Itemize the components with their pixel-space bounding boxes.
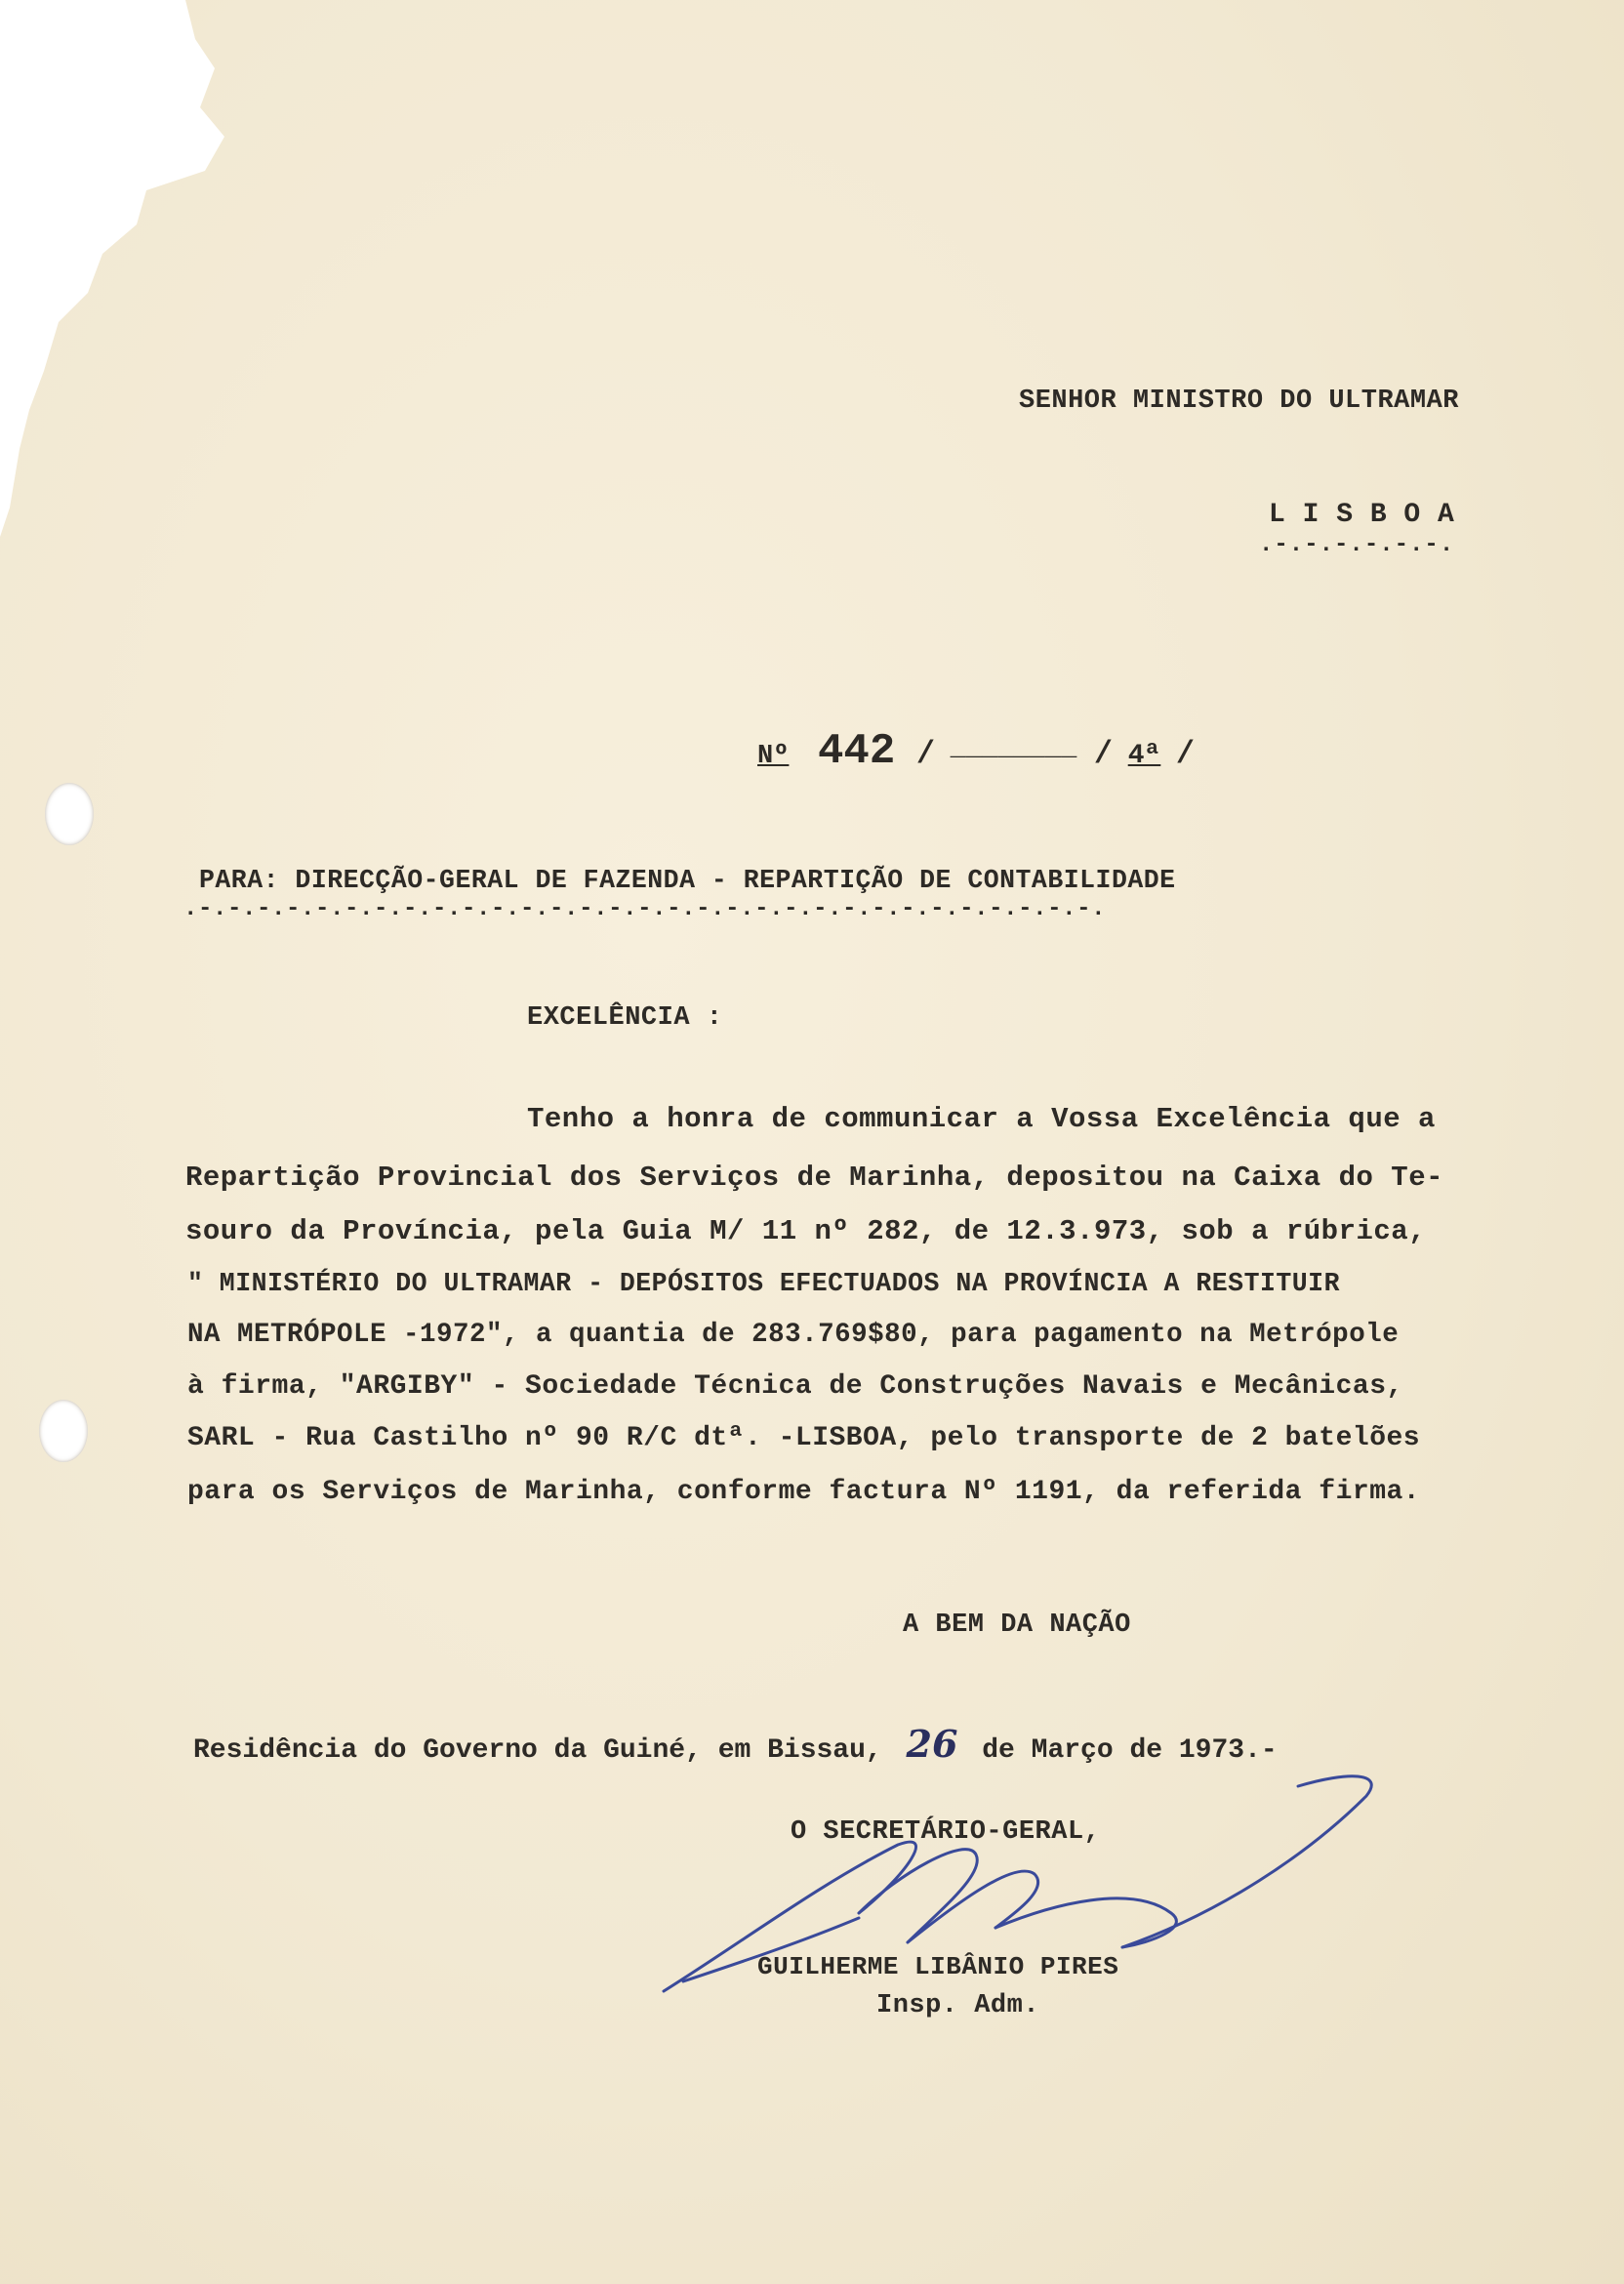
reference-section: 4ª [1127,741,1161,771]
signatory-position: Insp. Adm. [876,1991,1040,2020]
salutation: EXCELÊNCIA : [527,1003,723,1033]
reference-sep3: / [1175,736,1196,772]
body-line-4: " MINISTÉRIO DO ULTRAMAR - DEPÓSITOS EFECTUADOS NA PROVÍNCIA A RESTITUIR [187,1269,1340,1298]
body-line-1: Tenho a honra de communicar a Vossa Excelência que a [527,1103,1436,1135]
date-day: 26 [906,1722,958,1766]
date-suffix: de Março de 1973.- [982,1735,1278,1766]
recipient-underline: .-.-.-.-.-.-.-.-.-.-.-.-.-.-.-.-.-.-.-.-.-.-.-.-.-.-.-.-.-.-.-. [183,896,1107,922]
addressee-city: L I S B O A [1269,500,1455,530]
reference-blank: ________ [950,734,1077,763]
date-prefix: Residência do Governo da Guiné, em Bissau, [193,1735,882,1766]
body-line-2: Repartição Provincial dos Serviços de Marinha, depositou na Caixa do Te- [185,1162,1444,1194]
body-line-3: souro da Província, pela Guia M/ 11 nº 282, de 12.3.973, sob a rúbrica, [185,1215,1427,1247]
reference-sep2: / [1093,736,1114,772]
addressee-city-underline: .-.-.-.-.-.-. [1259,532,1455,558]
signatory-title: O SECRETÁRIO-GERAL, [791,1817,1101,1847]
reference-label: Nº [757,742,790,771]
closing: A BEM DA NAÇÃO [903,1611,1131,1640]
recipient-line: PARA: DIRECÇÃO-GERAL DE FAZENDA - REPARTIÇÃO DE CONTABILIDADE [199,866,1176,895]
body-line-6: à firma, "ARGIBY" - Sociedade Técnica de Construções Navais e Mecânicas, [187,1371,1403,1402]
reference-value: 442 [818,727,896,776]
signatory-name: GUILHERME LIBÂNIO PIRES [757,1952,1119,1981]
addressee-line: SENHOR MINISTRO DO ULTRAMAR [1019,387,1459,416]
body-line-7: SARL - Rua Castilho nº 90 R/C dtª. -LISBOA, pelo transporte de 2 batelões [187,1423,1421,1453]
body-line-8: para os Serviços de Marinha, conforme factura Nº 1191, da referida firma. [187,1477,1421,1507]
reference-sep1: / [915,736,936,772]
body-line-5: NA METRÓPOLE -1972", a quantia de 283.769$80, para pagamento na Metrópole [187,1320,1400,1350]
